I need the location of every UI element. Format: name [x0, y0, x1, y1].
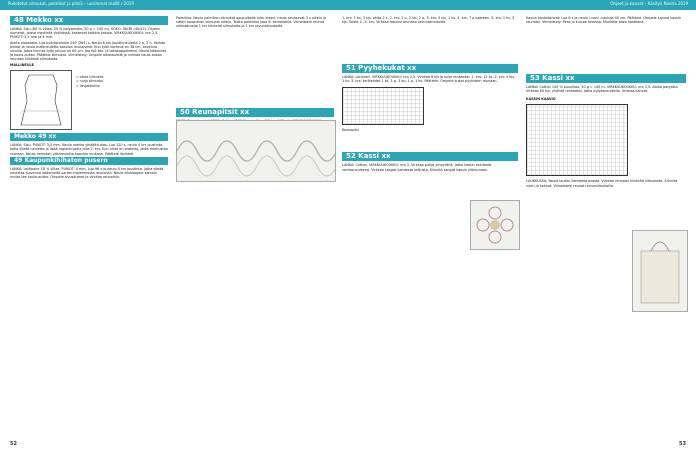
column-1 [10, 16, 168, 446]
col3-body: 1. krs: 1 ks, 3 kjs, ohita 2 s. 2. krs: 2 p, 2 kjs, 2 p. 3. krs: 5 kjs, 1 ks. 4. krs: 7 p kaareen. 5. krs: 1 ks, 3 kjs. Toista 2.–5. krs. Virkkaa lopuksi reunaan ravunsilmukoita. [342, 16, 515, 25]
col3-section-body: LANKA: Lenkkari. VIRKKUUKOUKKU: nro 2,5. Virkkaa 6 kjs ja sulje renkaaksi. 1. krs: 12 ks. 2. krs: 5 kjs, 1 ks. 3. krs: terälehdet 1 ks, 1 p, 3 kp, 1 p, 1 ks. Päättele. Ompele kukat pyyhkeen reunaan. [342, 75, 516, 84]
pattern-title-50: 50 Reunapitsit xx [176, 108, 334, 117]
page-number-left: 52 [10, 440, 17, 447]
pattern-title-51: 51 Pyyhekukat xx [342, 64, 518, 73]
pattern-intro: LANKA: Sisu (80 % villaa, 20 % polyamidia, 50 g = 140 m). KOKO: 36/38 (40/42). Ohjeen numerot, joissa merkintä yksikössä, koskevat kaikkia kokoja. VIRKKUUKOUKKU: nro 2,5. PUIKOT: 3,5 mm ja 4 mm. [10, 27, 161, 40]
col2-body: Palmikko: Neulo palmikon silmukat apupuikolle työn eteen, neulo seuraavat 3 s oikein ja sitten apupuikon silmukat oikein. Toista palmikko joka 6. kerroksella. Viimeistele reunat virkkaamalla 1 krs kiinteitä silmukoita ja 1 krs ravunsilmukoita. [176, 16, 327, 29]
pattern-title-48: 48 Mekko xx [10, 16, 168, 25]
lace-strip-photo [176, 120, 336, 182]
section-title-2: Mekko 49 xx [10, 133, 168, 141]
bag-chart-label: KASSIN KAAVIO [526, 97, 556, 102]
col4-body: Kassin kantokahvat: Luo 6 s ja neulo i-cord -nauhaa 40 cm. Päättele. Ompele kahvat kassin reunaan. Viimeistely: Pese ja kuivaa tasossa. Muotoile kassi kosteana. [526, 16, 681, 25]
section-title-3: 49 Kaupunkihihaton pusero [10, 157, 168, 165]
lace-chart-label: Reunapitsi [342, 128, 359, 133]
flower-photo [470, 200, 520, 250]
bag-chart [526, 104, 628, 176]
bag-icon [633, 231, 687, 311]
page-header [0, 0, 696, 10]
section-body-2: LANKA: Sisu. PUIKOT: 3,5 mm. Neulo mekko ylhäältä alas. Luo 120 s, neulo 4 krs joustinta. Jatka sileää neuletta ja lisää raglanlinjoille joka 2. krs. Kun hihat on erotettu, jatka miehustaa suoraan. Neulo helmaan pitsineuletta kaavion mukaan. Päättele löyhästi. [10, 143, 168, 156]
lace-chart [342, 87, 424, 125]
dress-outline-icon [11, 71, 71, 129]
column-2 [176, 16, 334, 446]
col4-section-body: LANKA: Cotton 100 % puuvillaa, 50 g = 140 m. VIRKKUUKOUKKU: nro 3,5. Aloita pohjasta. Virkkaa 60 kjs, yhdistä renkaaksi. Jatka pylväsneuleella. Virkkaa kahvat. [526, 85, 679, 94]
pattern-label: MALLINEULE [10, 63, 34, 68]
dress-schematic [10, 70, 72, 130]
legend-yo: = langankierto [76, 83, 100, 88]
legend-purl: = nurja silmukka [76, 79, 104, 84]
header-left: Pudotetut silmukat, palmikot ja pitsiä – uusimmat mallit / 2019 [8, 1, 134, 6]
flower-icon [471, 201, 519, 249]
page-number-right: 53 [679, 440, 686, 447]
legend-knit: = oikea silmukka [76, 75, 104, 80]
lace-border-icon [177, 121, 335, 181]
pattern-title-53: 53 Kassi xx [526, 74, 686, 83]
col4-bottom-body: LAUKKUSSA: Neulo laukku kahdesta osasta. Virkkaa reunaan kiinteitä silmukoita. Kiinnitä vuori ja kahvat. Viimeistele reunat ravunsilmukoilla. [526, 179, 678, 188]
col3-section2-body: LANKA: Cotton. VIRKKUUKOUKKU: nro 3. Virkkaa pohja ympyränä. Jatka kassin seinämät verkkoneuleena. Virkkaa sangat kahdesta ketjusta. Kiinnitä sangat kassin yläreunaan. [342, 163, 492, 172]
pattern-title-52: 52 Kassi xx [342, 152, 518, 161]
section-body-3: LANKA: Lettipoint 18 % villaa. PUIKOT: 4 mm. Luo 96 s ja neulo 8 krs joustinta. Jatka sileää neuletta. Kavenna kädenteitä varten molemmista reunoista. Neulo etukappale samoin mutta tee kaula-aukko. Ompele sivusaumat ja virkkaa reunoihin. [10, 167, 164, 180]
bag-photo [632, 230, 688, 312]
pattern-body: Aloita alaosasta. Luo pyöröpuikolle 240 (264) s. Neulo 6 krs joustinneuletta 2 o, 2 n. Vaihda puikot ja neulo mallineuletta kaavion mukaisesti. Kun työn korkeus on 38 cm, kavenna sivuilla. Jatka kunnes työn pituus on 60 cm. Jaa työ etu- ja takakappaleeksi. Neulo kädentiet ja kaula-aukko. Päättele silmukat. Viimeistely: Ompele olkasaumat ja virkkaa kaula-aukon reunaan kiinteitä silmukoita. [10, 40, 167, 62]
header-right: Ohjeet ja kaavat – Käsityö Novita 2019 [610, 1, 688, 6]
